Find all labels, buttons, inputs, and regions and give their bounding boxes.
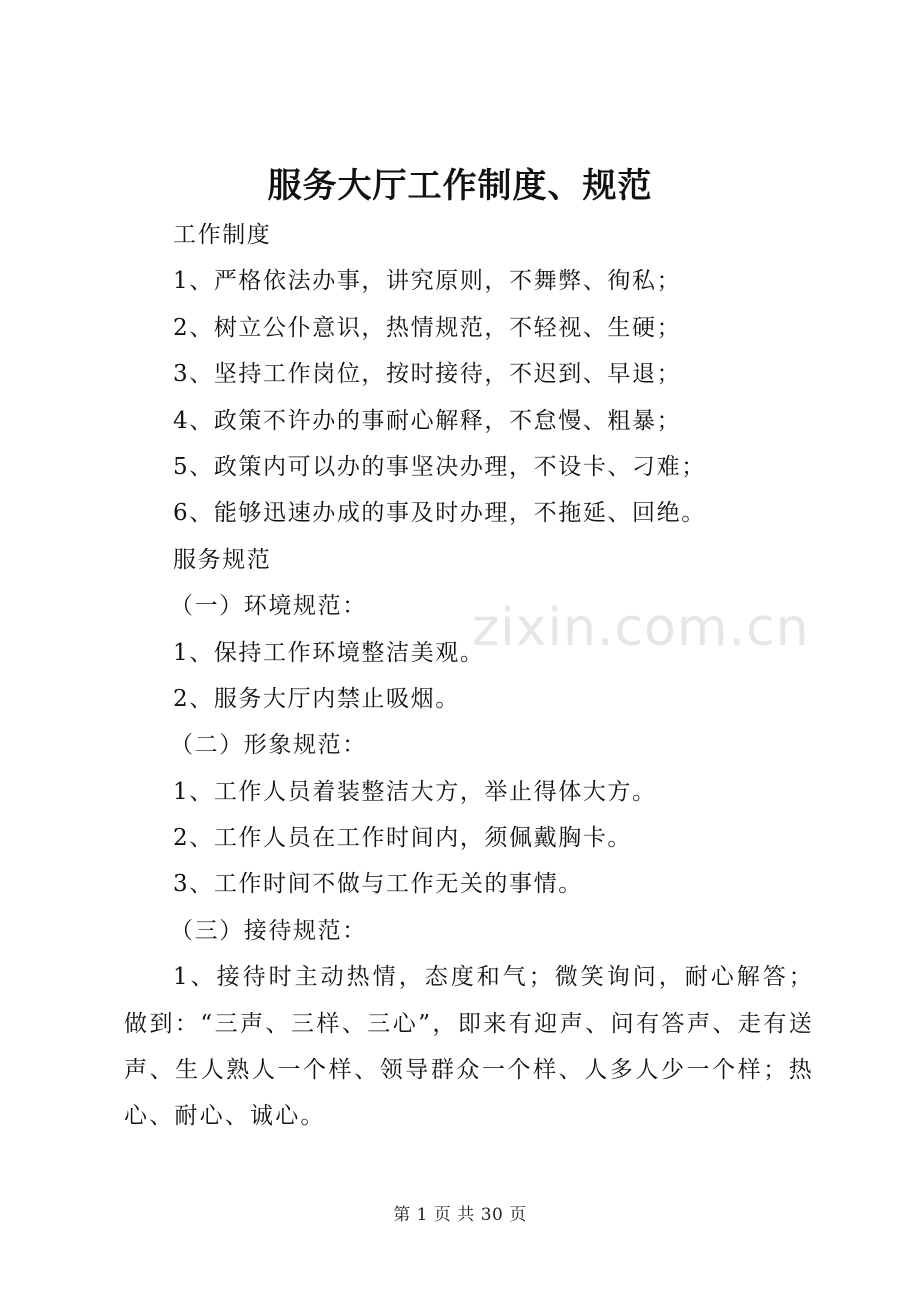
section-heading-service-standards: 服务规范	[173, 546, 272, 573]
rule-item-1: 1、严格依法办事，讲究原则，不舞弊、徇私；	[173, 268, 682, 295]
rule-item-5: 5、政策内可以办的事坚决办理，不设卡、刁难；	[173, 453, 706, 480]
document-body	[124, 212, 814, 1140]
document-title: 服务大厅工作制度、规范	[267, 166, 653, 206]
subsection-heading-environment: （一）环境规范：	[170, 593, 367, 620]
watermark: zixin.com.cn	[472, 598, 810, 658]
image-item-1: 1、工作人员着装整洁大方，举止得体大方。	[173, 778, 657, 805]
page-number-footer: 第 1 页 共 30 页	[393, 1205, 527, 1225]
subsection-heading-reception: （三）接待规范：	[170, 917, 367, 944]
section-heading-work-rules: 工作制度	[173, 222, 272, 248]
rule-item-2: 2、树立公仆意识，热情规范，不轻视、生硬；	[173, 314, 682, 341]
image-item-2: 2、工作人员在工作时间内，须佩戴胸卡。	[173, 825, 633, 852]
rule-item-6: 6、能够迅速办成的事及时办理，不拖延、回绝。	[173, 500, 706, 527]
rule-item-3: 3、坚持工作岗位，按时接待，不迟到、早退；	[173, 361, 682, 388]
environment-item-2: 2、服务大厅内禁止吸烟。	[173, 685, 460, 712]
subsection-heading-image: （二）形象规范：	[170, 732, 367, 759]
image-item-3: 3、工作时间不做与工作无关的事情。	[173, 871, 583, 898]
reception-item-1: 1、接待时主动热情，态度和气；微笑询问，耐心解答；做到：“三声、三样、三心”，即来有迎声、问有答声、走有送声、生人熟人一个样、领导群众一个样、人多人少一个样；热心、耐心、诚心。	[124, 964, 814, 1130]
rule-item-4: 4、政策不许办的事耐心解释，不怠慢、粗暴；	[173, 407, 682, 434]
environment-item-1: 1、保持工作环境整洁美观。	[173, 639, 485, 666]
